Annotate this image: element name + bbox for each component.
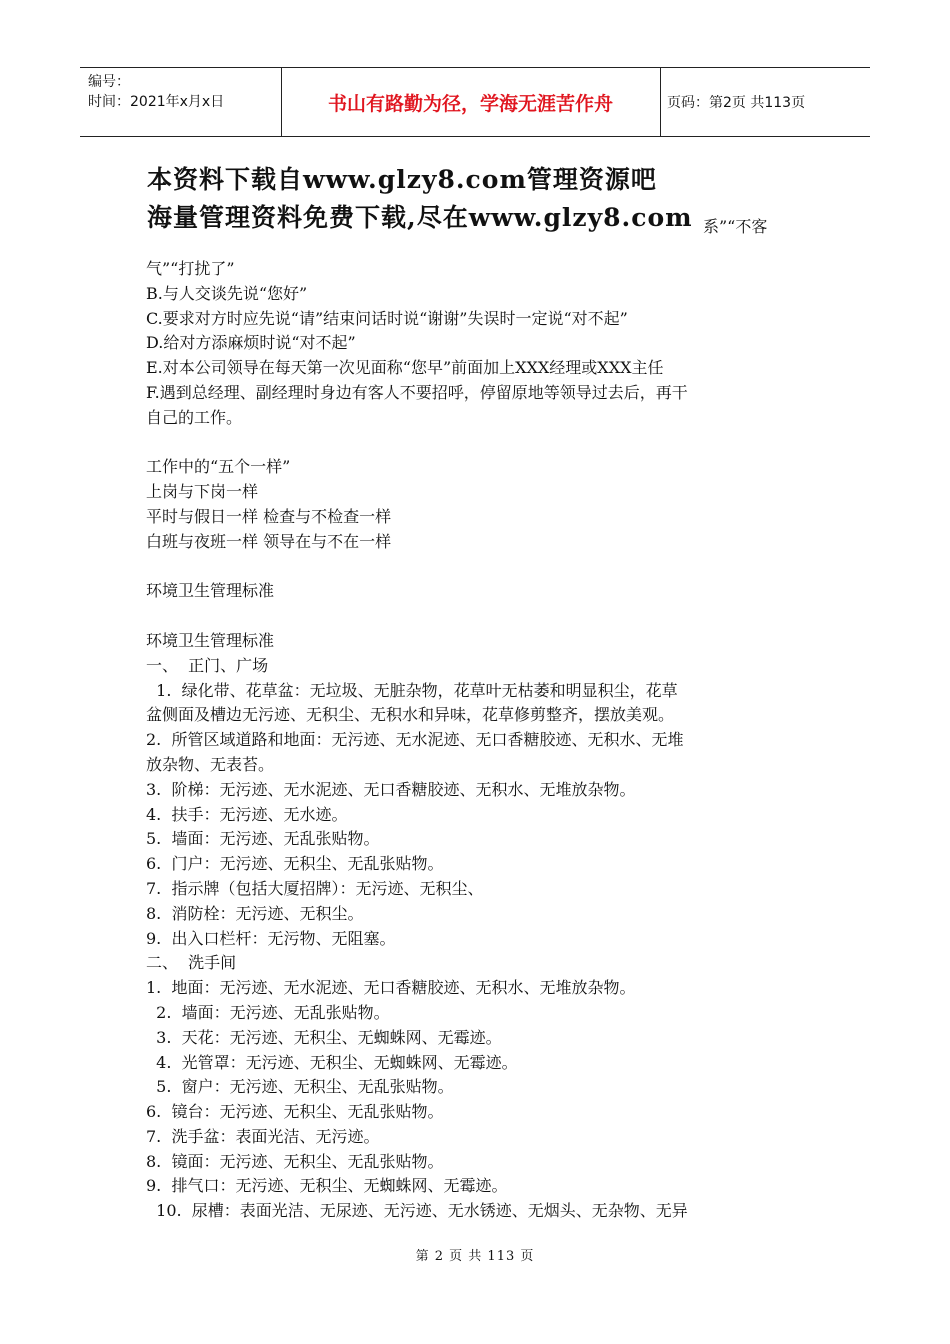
header-meta xyxy=(88,72,224,112)
body-line xyxy=(146,431,806,456)
body-line: 上岗与下岗一样 xyxy=(146,482,259,502)
page-header xyxy=(80,67,870,137)
body-line: 平时与假日一样 检查与不检查一样 xyxy=(146,506,392,526)
body-line: 自己的工作。 xyxy=(146,407,243,427)
body-line: 8. 镜面：无污迹、无积尘、无乱张贴物。 xyxy=(146,1151,444,1171)
body-line: F.遇到总经理、副经理时身边有客人不要招呼，停留原地等领导过去后，再干 xyxy=(146,382,688,402)
body-line: 工作中的“五个一样” xyxy=(146,457,291,477)
body-line: 环境卫生管理标准 xyxy=(146,630,275,650)
body-line: 6. 门户：无污迹、无积尘、无乱张贴物。 xyxy=(146,854,444,874)
body-line: 5. 墙面：无污迹、无乱张贴物。 xyxy=(146,829,380,849)
body-line: 1. 绿化带、花草盆：无垃圾、无脏杂物，花草叶无枯萎和明显积尘，花草 xyxy=(146,680,678,700)
body-line: 放杂物、无表苔。 xyxy=(146,754,275,774)
body-line: 8. 消防栓：无污迹、无积尘。 xyxy=(146,903,364,923)
document-body xyxy=(146,257,806,1224)
body-line xyxy=(146,555,806,580)
overlap-tail-text: 系”“不客 xyxy=(703,217,768,236)
body-line: 1. 地面：无污迹、无水泥迹、无口香糖胶迹、无积水、无堆放杂物。 xyxy=(146,978,636,998)
watermark-line-2: 海量管理资料免费下载,尽在www.glzy8.com xyxy=(147,203,693,232)
body-line: 10. 尿槽：表面光洁、无尿迹、无污迹、无水锈迹、无烟头、无杂物、无异 xyxy=(146,1201,688,1221)
body-line: 4. 扶手：无污迹、无水迹。 xyxy=(146,804,348,824)
body-line: 4. 光管罩：无污迹、无积尘、无蜘蛛网、无霉迹。 xyxy=(146,1052,518,1072)
header-number-label: 编号： xyxy=(88,74,130,90)
page-footer: 第 2 页 共 113 页 xyxy=(415,1249,535,1264)
body-line: 3. 阶梯：无污迹、无水泥迹、无口香糖胶迹、无积水、无堆放杂物。 xyxy=(146,779,636,799)
body-line: 7. 洗手盆：表面光洁、无污迹。 xyxy=(146,1126,380,1146)
body-line: 5. 窗户：无污迹、无积尘、无乱张贴物。 xyxy=(146,1077,454,1097)
body-line: 一、 正门、广场 xyxy=(146,655,269,675)
body-line: B.与人交谈先说“您好” xyxy=(146,283,308,303)
body-line: 9. 出入口栏杆：无污物、无阻塞。 xyxy=(146,928,396,948)
body-line: E.对本公司领导在每天第一次见面称“您早”前面加上XXX经理或XXX主任 xyxy=(146,358,664,378)
body-line: D.给对方添麻烦时说“对不起” xyxy=(146,333,356,353)
body-line: 盆侧面及槽边无污迹、无积尘、无积水和异味，花草修剪整齐，摆放美观。 xyxy=(146,705,675,725)
body-line: 二、 洗手间 xyxy=(146,953,237,973)
body-line: C.要求对方时应先说“请”结束问话时说“谢谢”失误时一定说“对不起” xyxy=(146,308,628,328)
body-line: 6. 镜台：无污迹、无积尘、无乱张贴物。 xyxy=(146,1102,444,1122)
header-time-label: 时间：2021年x月x日 xyxy=(88,94,225,110)
body-line: 9. 排气口：无污迹、无积尘、无蜘蛛网、无霉迹。 xyxy=(146,1176,508,1196)
body-line: 7. 指示牌（包括大厦招牌）：无污迹、无积尘、 xyxy=(146,878,484,898)
body-line: 气”“打扰了” xyxy=(146,259,235,278)
body-line: 2. 墙面：无污迹、无乱张贴物。 xyxy=(146,1002,390,1022)
body-line: 3. 天花：无污迹、无积尘、无蜘蛛网、无霉迹。 xyxy=(146,1027,502,1047)
watermark-line-1: 本资料下载自www.glzy8.com管理资源吧 xyxy=(147,165,657,194)
header-page-info: 页码：第2页 共113页 xyxy=(667,95,806,111)
header-motto: 书山有路勤为径，学海无涯苦作舟 xyxy=(327,92,613,115)
body-line: 2. 所管区域道路和地面：无污迹、无水泥迹、无口香糖胶迹、无积水、无堆 xyxy=(146,730,684,750)
body-line xyxy=(146,604,806,629)
body-line: 环境卫生管理标准 xyxy=(146,581,275,601)
body-line: 白班与夜班一样 领导在与不在一样 xyxy=(146,531,392,551)
header-divider xyxy=(660,68,661,136)
